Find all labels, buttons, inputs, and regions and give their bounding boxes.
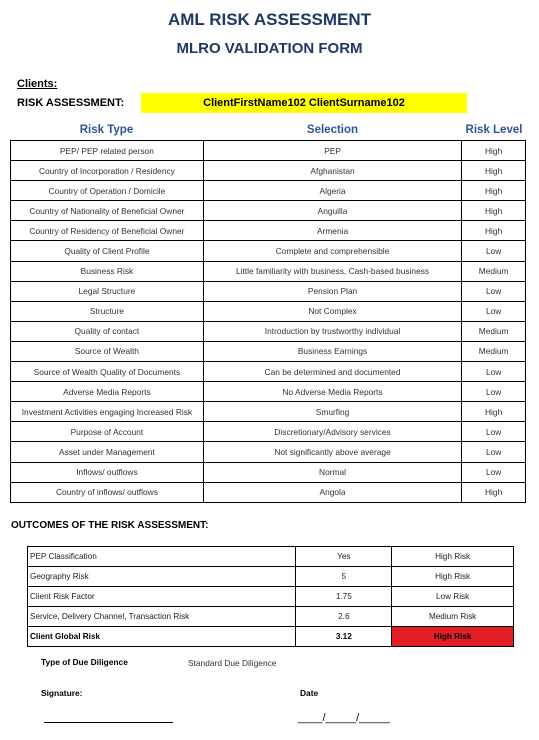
risk-type-cell: Country of Incorporation / Residency — [11, 161, 204, 181]
header-risk-type: Risk Type — [79, 124, 134, 136]
outcome-value-cell: 5 — [296, 567, 392, 587]
risk-type-cell: Inflows/ outflows — [11, 462, 204, 482]
selection-cell: Business Earnings — [203, 341, 461, 361]
risk-type-cell: Quality of Client Profile — [11, 241, 204, 261]
selection-cell: Not significantly above average — [203, 442, 461, 462]
outcome-label-cell: Geography Risk — [28, 567, 296, 587]
outcome-row — [28, 567, 514, 587]
outcome-row — [28, 607, 514, 627]
signature-line[interactable] — [44, 722, 173, 723]
clients-label: Clients: — [17, 78, 58, 90]
risk-level-cell: Low — [462, 462, 526, 482]
risk-row — [11, 281, 526, 301]
risk-level-cell: Low — [462, 241, 526, 261]
risk-row — [11, 341, 526, 361]
risk-row — [11, 462, 526, 482]
risk-row — [11, 442, 526, 462]
risk-type-cell: Source of Wealth Quality of Documents — [11, 362, 204, 382]
risk-type-cell: Country of Nationality of Beneficial Owner — [11, 201, 204, 221]
risk-row — [11, 221, 526, 241]
selection-cell: Pension Plan — [203, 281, 461, 301]
risk-row — [11, 261, 526, 281]
outcome-row — [28, 587, 514, 607]
form-title: AML RISK ASSESSMENT — [167, 10, 372, 29]
risk-level-cell: Low — [462, 422, 526, 442]
risk-row — [11, 141, 526, 161]
outcome-label-cell: Client Global Risk — [28, 627, 296, 647]
selection-cell: PEP — [203, 141, 461, 161]
risk-type-cell: Investment Activities engaging Increased Risk — [11, 402, 204, 422]
risk-level-cell: Low — [462, 362, 526, 382]
risk-type-cell: Source of Wealth — [11, 341, 204, 361]
selection-cell: Armenia — [203, 221, 461, 241]
outcome-label-cell: PEP Classification — [28, 547, 296, 567]
risk-level-cell: Medium — [462, 261, 526, 281]
selection-cell: Little familiarity with business, Cash-based business — [203, 261, 461, 281]
risk-type-cell: Adverse Media Reports — [11, 382, 204, 402]
selection-cell: Can be determined and documented — [203, 362, 461, 382]
risk-level-cell: High — [462, 181, 526, 201]
outcome-value-cell: 1.75 — [296, 587, 392, 607]
risk-level-cell: High — [462, 201, 526, 221]
selection-cell: Introduction by trustworthy individual — [203, 321, 461, 341]
selection-cell: Not Complex — [203, 301, 461, 321]
risk-row — [11, 422, 526, 442]
outcome-rating-cell: Medium Risk — [392, 607, 514, 627]
risk-level-cell: Low — [462, 442, 526, 462]
selection-cell: Complete and comprehensible — [203, 241, 461, 261]
selection-cell: Discretionary/Advisory services — [203, 422, 461, 442]
risk-type-cell: Purpose of Account — [11, 422, 204, 442]
risk-level-cell: Low — [462, 281, 526, 301]
outcome-rating-cell: High Risk — [392, 547, 514, 567]
risk-type-cell: Country of Operation / Domicile — [11, 181, 204, 201]
risk-table — [10, 140, 526, 503]
selection-cell: No Adverse Media Reports — [203, 382, 461, 402]
outcome-label-cell: Client Risk Factor — [28, 587, 296, 607]
risk-type-cell: PEP/ PEP related person — [11, 141, 204, 161]
risk-type-cell: Country of Residency of Beneficial Owner — [11, 221, 204, 241]
outcome-rating-cell: High Risk — [392, 627, 514, 647]
date-label: Date — [300, 688, 319, 698]
risk-level-cell: Medium — [462, 321, 526, 341]
outcome-row — [28, 547, 514, 567]
form-subtitle: MLRO VALIDATION FORM — [176, 40, 363, 57]
risk-type-cell: Quality of contact — [11, 321, 204, 341]
outcome-label-cell: Service, Delivery Channel, Transaction Risk — [28, 607, 296, 627]
selection-cell: Afghanistan — [203, 161, 461, 181]
due-diligence-label: Type of Due Diligence — [41, 657, 128, 667]
risk-type-cell: Country of inflows/ outflows — [11, 482, 204, 502]
outcomes-title: OUTCOMES OF THE RISK ASSESSMENT: — [11, 520, 209, 531]
risk-level-cell: High — [462, 402, 526, 422]
outcome-rating-cell: High Risk — [392, 567, 514, 587]
date-field[interactable]: ____/_____/_____ — [298, 712, 390, 724]
risk-row — [11, 181, 526, 201]
risk-level-cell: High — [462, 482, 526, 502]
outcome-value-cell: 3.12 — [296, 627, 392, 647]
risk-level-cell: Low — [462, 301, 526, 321]
selection-cell: Normal — [203, 462, 461, 482]
risk-level-cell: Medium — [462, 341, 526, 361]
risk-row — [11, 321, 526, 341]
risk-row — [11, 301, 526, 321]
risk-row — [11, 482, 526, 502]
risk-row — [11, 241, 526, 261]
selection-cell: Algeria — [203, 181, 461, 201]
risk-row — [11, 382, 526, 402]
risk-assessment-label: RISK ASSESSMENT: — [17, 97, 125, 109]
risk-level-cell: Low — [462, 382, 526, 402]
outcomes-table — [27, 546, 514, 647]
risk-row — [11, 362, 526, 382]
risk-row — [11, 201, 526, 221]
header-selection: Selection — [306, 124, 359, 136]
risk-level-cell: High — [462, 221, 526, 241]
risk-type-cell: Legal Structure — [11, 281, 204, 301]
selection-cell: Smurfing — [203, 402, 461, 422]
outcome-rating-cell: Low Risk — [392, 587, 514, 607]
due-diligence-value: Standard Due Diligence — [188, 658, 277, 668]
risk-type-cell: Asset under Management — [11, 442, 204, 462]
risk-level-cell: High — [462, 141, 526, 161]
risk-type-cell: Structure — [11, 301, 204, 321]
risk-level-cell: High — [462, 161, 526, 181]
selection-cell: Angola — [203, 482, 461, 502]
header-risk-level: Risk Level — [465, 124, 523, 136]
risk-type-cell: Business Risk — [11, 261, 204, 281]
risk-row — [11, 402, 526, 422]
outcome-value-cell: 2.6 — [296, 607, 392, 627]
signature-label: Signature: — [41, 688, 83, 698]
selection-cell: Anguilla — [203, 201, 461, 221]
outcome-value-cell: Yes — [296, 547, 392, 567]
global-risk-row — [28, 627, 514, 647]
risk-row — [11, 161, 526, 181]
client-name-field: ClientFirstName102 ClientSurname102 — [141, 93, 467, 113]
